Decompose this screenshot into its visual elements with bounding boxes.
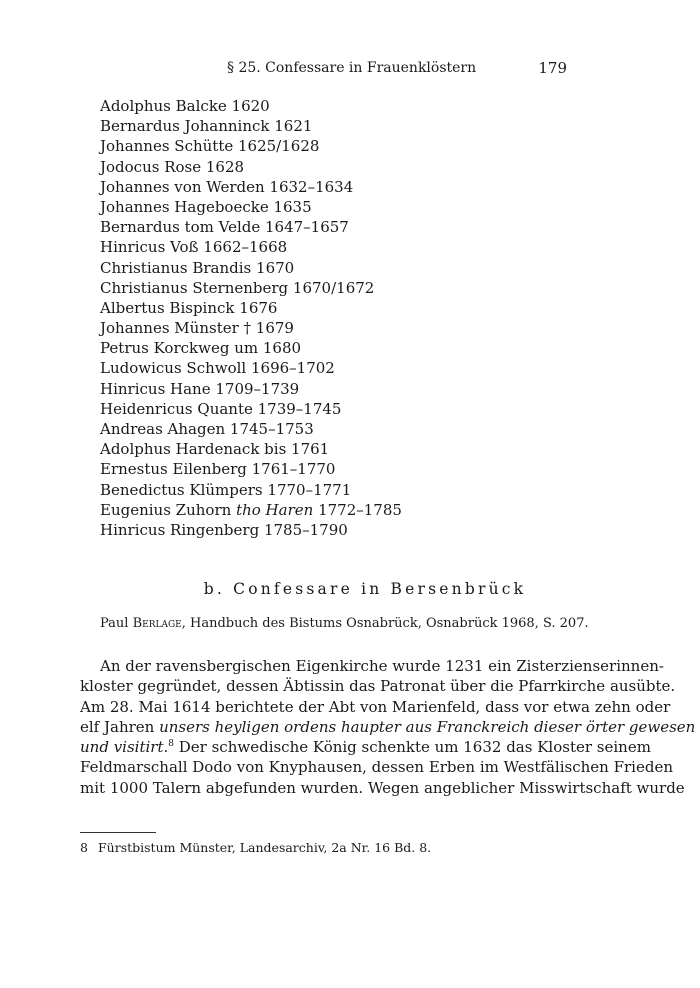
list-item: Christianus Brandis 1670 bbox=[100, 258, 295, 277]
text-line: Am 28. Mai 1614 berichtete der Abt von Marienfeld, dass vor etwa zehn oder bbox=[80, 697, 671, 716]
running-head: § 25. Confessare in Frauenklöstern bbox=[227, 60, 477, 76]
list-item: Bernardus tom Velde 1647–1657 bbox=[100, 218, 349, 237]
text-line: kloster gegründet, dessen Äbtissin das Patronat über die Pfarrkirche ausübte. bbox=[80, 677, 676, 696]
list-item: Benedictus Klümpers 1770–1771 bbox=[100, 480, 352, 499]
list-item: Adolphus Hardenack bis 1761 bbox=[100, 440, 330, 459]
list-item: Jodocus Rose 1628 bbox=[100, 157, 245, 176]
text-line: An der ravensbergischen Eigenkirche wurde 1231 ein Zisterzienserinnen- bbox=[100, 657, 664, 675]
list-item: Johannes Schütte 1625/1628 bbox=[100, 137, 320, 156]
text-line: mit 1000 Talern abgefunden wurden. Wegen angeblicher Misswirtschaft wurde bbox=[80, 778, 685, 797]
list-item bbox=[100, 500, 402, 520]
list-item: Bernardus Johanninck 1621 bbox=[100, 117, 313, 136]
page-header bbox=[0, 60, 700, 82]
text-line bbox=[80, 737, 651, 757]
page-number: 179 bbox=[538, 59, 567, 77]
section-heading: b. Confessare in Bersenbrück bbox=[203, 580, 527, 598]
list-item: Hinricus Voß 1662–1668 bbox=[100, 238, 288, 257]
list-item: Johannes Hageboecke 1635 bbox=[100, 197, 312, 216]
list-item: Hinricus Ringenberg 1785–1790 bbox=[100, 520, 348, 539]
list-item: Hinricus Hane 1709–1739 bbox=[100, 379, 300, 398]
text-segment: elf Jahren bbox=[80, 717, 160, 736]
bibliographic-reference bbox=[100, 616, 589, 631]
list-item: Heidenricus Quante 1739–1745 bbox=[100, 399, 342, 418]
reference-author: Berlage bbox=[132, 616, 182, 631]
text-line: Feldmarschall Dodo von Knyphausen, dessen Erben im Westfälischen Frieden bbox=[80, 758, 673, 777]
list-item: Petrus Korckweg um 1680 bbox=[100, 339, 302, 358]
text-line bbox=[80, 717, 696, 737]
list-item: Adolphus Balcke 1620 bbox=[100, 97, 270, 115]
list-item: Johannes Münster † 1679 bbox=[100, 319, 294, 338]
footnote-marker[interactable]: 8 bbox=[168, 739, 174, 750]
list-item: Ernestus Eilenberg 1761–1770 bbox=[100, 460, 336, 479]
text-segment: . bbox=[163, 738, 169, 757]
footnote-number: 8 bbox=[80, 840, 88, 855]
reference-prefix: Paul bbox=[100, 616, 133, 631]
list-item-dates: 1772–1785 bbox=[313, 500, 402, 519]
footnote-divider bbox=[80, 832, 156, 833]
list-item-name: Eugenius Zuhorn bbox=[100, 500, 237, 519]
footnote-text: Fürstbistum Münster, Landesarchiv, 2a Nr. 16 Bd. 8. bbox=[98, 840, 432, 855]
list-item: Albertus Bispinck 1676 bbox=[100, 298, 278, 317]
list-item: Andreas Ahagen 1745–1753 bbox=[100, 420, 314, 438]
confessor-list bbox=[100, 96, 402, 540]
quotation-italic: und visitirt bbox=[80, 738, 164, 757]
footnote bbox=[80, 840, 431, 855]
text-segment: Der schwedische König schenkte um 1632 das Kloster seinem bbox=[174, 738, 651, 757]
list-item-italic: tho Haren bbox=[236, 500, 314, 519]
list-item: Ludowicus Schwoll 1696–1702 bbox=[100, 359, 335, 378]
quotation-italic: unsers heyligen ordens haupter aus Franckreich dieser örter gewesen bbox=[159, 717, 696, 736]
reference-title: , Handbuch des Bistums Osnabrück, Osnabrück 1968, S. 207. bbox=[181, 616, 589, 631]
body-paragraph bbox=[80, 656, 696, 798]
list-item: Christianus Sternenberg 1670/1672 bbox=[100, 278, 375, 297]
list-item: Johannes von Werden 1632–1634 bbox=[100, 177, 354, 196]
